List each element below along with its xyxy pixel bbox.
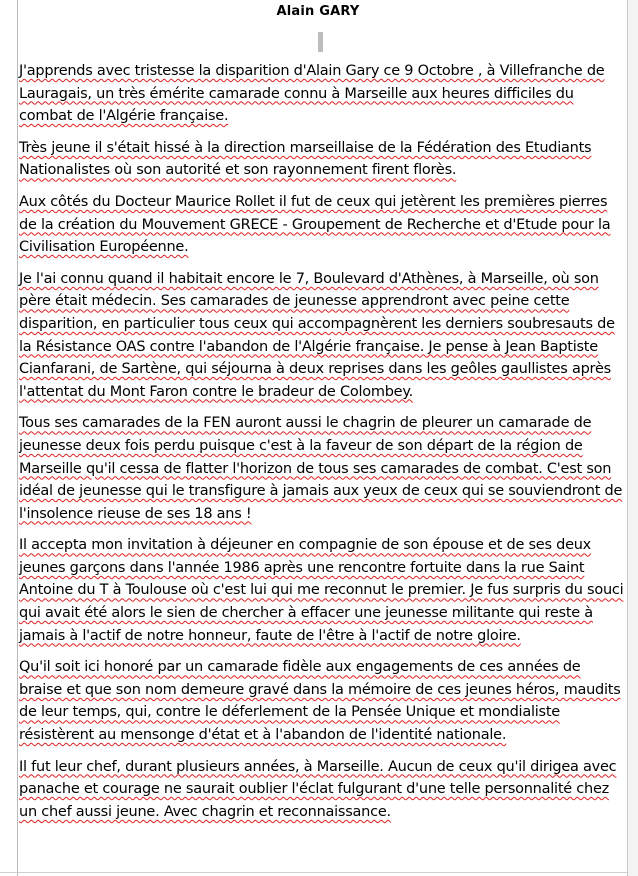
document-body[interactable] [19,60,625,832]
left-margin-guide [17,0,18,876]
paragraph-3[interactable]: Aux côtés du Docteur Maurice Rollet il fut de ceux qui jetèrent les premières pierres de la création du Mouvement GRECE - Groupement de Recherche et d'Etude pour la Civilisation Européenne. [19,193,611,256]
paragraph-5[interactable]: Tous ses camarades de la FEN auront aussi le chagrin de pleurer un camarade de jeunesse deux fois perdu puisque c'est à la faveur de son départ de la région de Marseille qu'il cessa de flatter l'horizon de tous ses camarades de combat. C'est son idéal de jeunesse qui le transfigure à jamais aux yeux de ceux qui se souviendront de l'insolence rieuse de ses 18 ans ! [19,415,623,522]
document-title: Alain GARY [276,4,360,19]
page-bottom-edge [0,872,627,873]
text-cursor-marker [318,32,323,52]
vertical-scrollbar[interactable] [627,0,638,876]
paragraph-6[interactable]: Il accepta mon invitation à déjeuner en compagnie de son épouse et de ses deux jeunes garçons dans l'année 1986 après une rencontre fortuite dans la rue Saint Antoine du T à Toulouse où c'est lui qui me reconnut le premier. Je fus surpris du souci qui avait été alors le sien de chercher à effacer une jeunesse militante qui reste à jamais à l'actif de notre honneur, faute de l'être à l'actif de notre gloire. [19,537,624,644]
paragraph-4[interactable]: Je l'ai connu quand il habitait encore le 7, Boulevard d'Athènes, à Marseille, où son père était médecin. Ses camarades de jeunesse apprendront avec peine cette disparition, en particulier tous ceux qui accompagnèrent les derniers soubresauts de la Résistance OAS contre l'abandon de l'Algérie française. Je pense à Jean Baptiste Cianfarani, de Sartène, qui séjourna à deux reprises dans les geôles gaullistes après l'attentat du Mont Faron contre le bradeur de Colombey. [19,270,615,400]
paragraph-7[interactable]: Qu'il soit ici honoré par un camarade fidèle aux engagements de ces années de braise et que son nom demeure gravé dans la mémoire de ces jeunes héros, maudits de leur temps, qui, contre le déferlement de la Pensée Unique et mondialiste résistèrent au mensonge d'état et à l'abandon de l'identité nationale. [19,659,621,744]
paragraph-1[interactable]: J'apprends avec tristesse la disparition d'Alain Gary ce 9 Octobre , à Villefranche de Lauragais, un très émérite camarade connu à Marseille aux heures difficiles du combat de l'Algérie française. [19,63,605,125]
paragraph-8[interactable]: Il fut leur chef, durant plusieurs années, à Marseille. Aucun de ceux qu'il dirigea avec panache et courage ne saurait oublier l'éclat fulgurant d'une telle personnalité chez un chef aussi jeune. Avec chagrin et reconnaissance. [19,758,617,820]
paragraph-2[interactable]: Très jeune il s'était hissé à la direction marseillaise de la Fédération des Etudiants Nationalistes où son autorité et son rayonnement firent florès. [19,139,592,179]
